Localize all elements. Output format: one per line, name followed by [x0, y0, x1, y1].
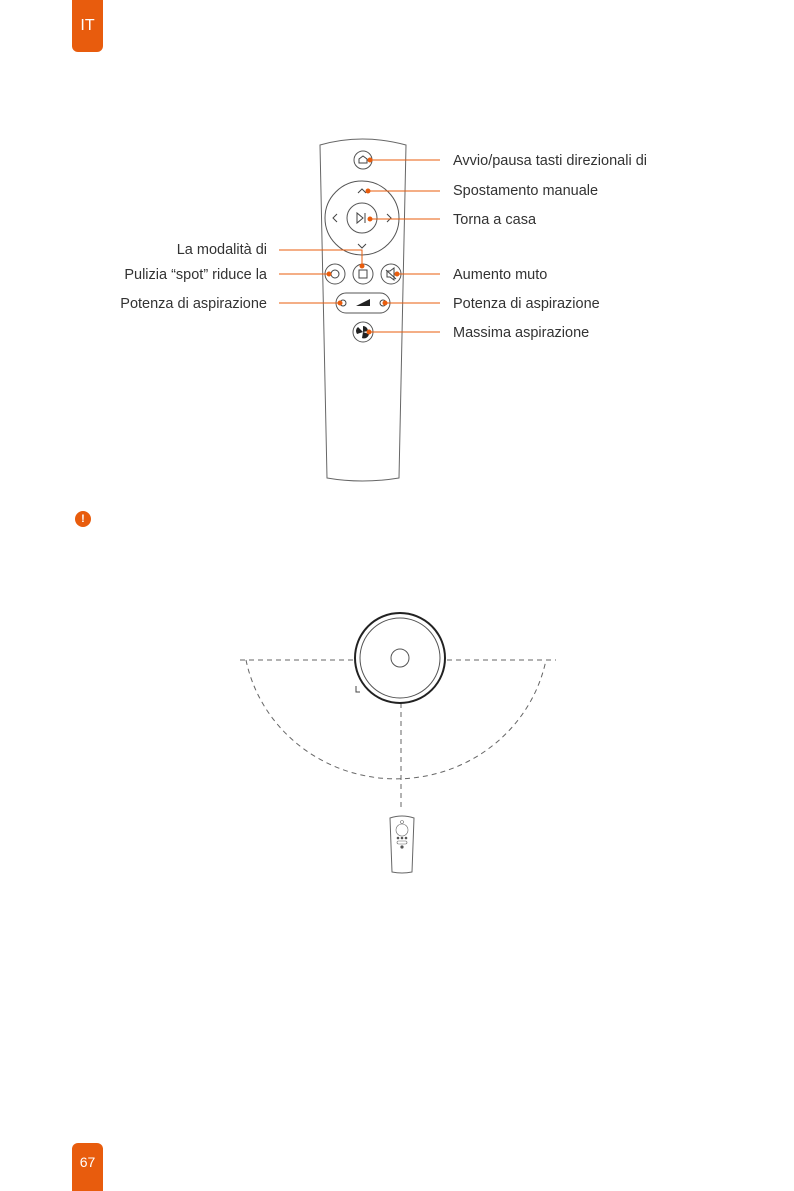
robot-vacuum: [355, 613, 445, 703]
label-suction-power-right: Potenza di aspirazione: [453, 296, 600, 312]
label-max-suction: Massima aspirazione: [453, 325, 590, 341]
coverage-diagram: [240, 613, 556, 873]
label-return-home: Torna a casa: [453, 212, 537, 228]
label-manual-move: Spostamento manuale: [453, 183, 599, 199]
play-pause-button: [347, 203, 377, 233]
page-number: 67: [72, 1143, 103, 1191]
label-suction-power-left: Potenza di aspirazione: [120, 296, 267, 312]
label-mute: Aumento muto: [453, 267, 548, 283]
label-spot-cleaning: Pulizia “spot” riduce la: [124, 267, 267, 283]
label-spot-mode: La modalità di: [176, 242, 267, 258]
language-tab: IT: [72, 0, 103, 52]
small-remote: [390, 816, 414, 873]
warning-icon: !: [75, 511, 91, 527]
label-start-pause: Avvio/pausa tasti direzionali di: [453, 153, 647, 169]
